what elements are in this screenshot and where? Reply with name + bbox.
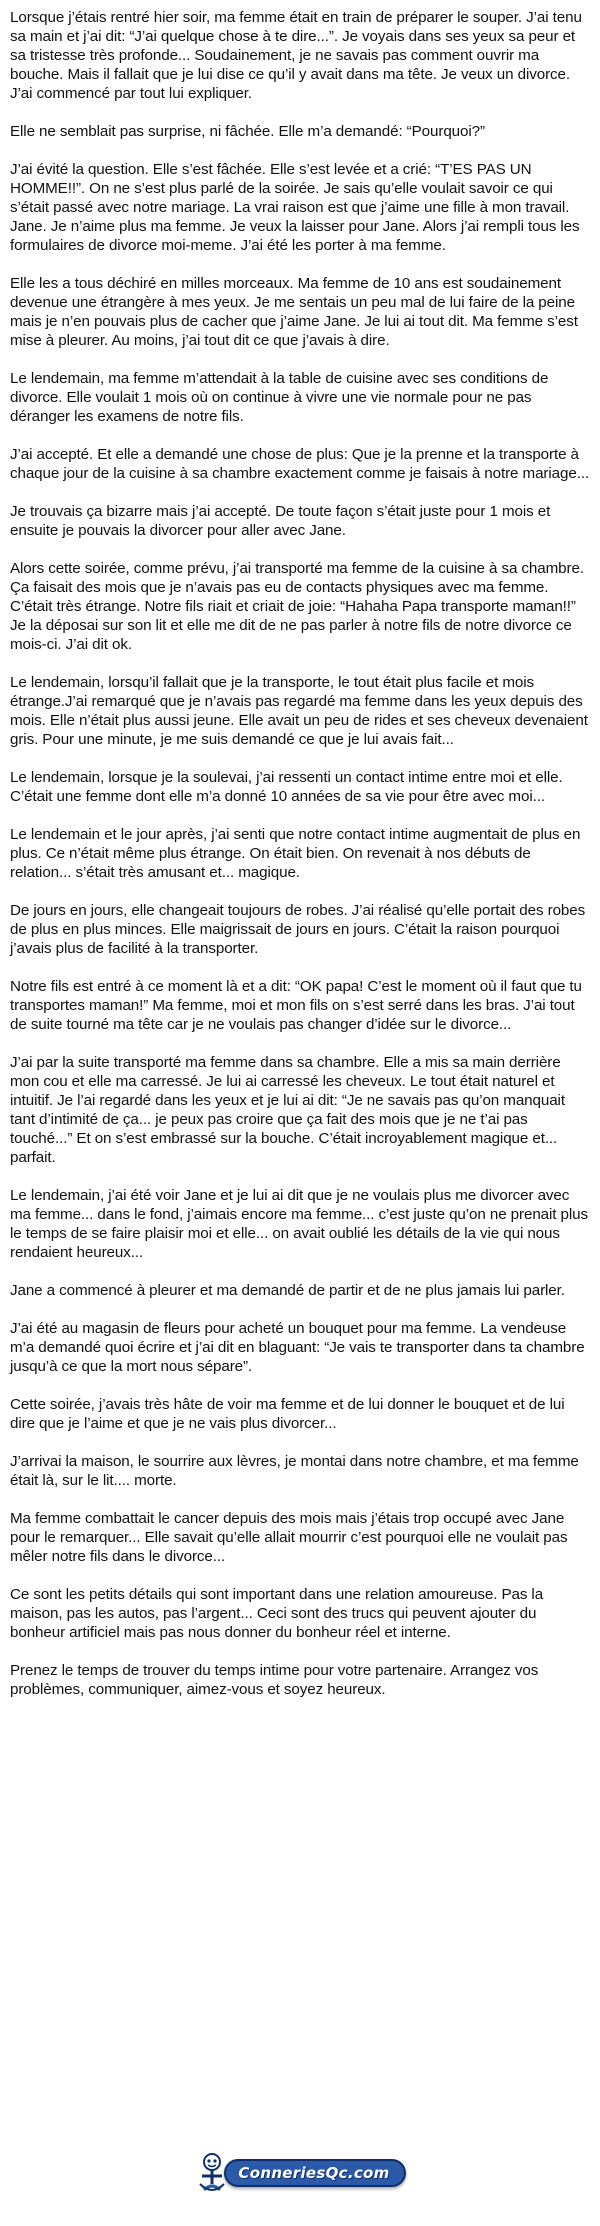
- paragraph-10: Le lendemain, lorsque je la soulevai, j’ai ressenti un contact intime entre moi et elle. C’était une femme dont elle m’a donné 10 années de sa vie pour être avec moi...: [10, 769, 563, 805]
- logo-text: ConneriesQc.com: [224, 2159, 405, 2187]
- mascot-icon: [194, 2150, 230, 2196]
- logo-mark: [194, 2150, 405, 2196]
- paragraph-13: Notre fils est entré à ce moment là et a dit: “OK papa! C’est le moment où il faut que tu transportes maman!” Ma femme, moi et mon fils on s’est serré dans les bras. J’ai tout de suite tourné ma tête car je ne voulais pas changer d’idée sur le divorce...: [10, 978, 582, 1033]
- paragraph-7: Je trouvais ça bizarre mais j’ai accepté. De toute façon s’était juste pour 1 mois et ensuite je pouvais la divorcer pour aller avec Jane.: [10, 503, 551, 539]
- paragraph-20: Ma femme combattait le cancer depuis des mois mais j’étais trop occupé avec Jane pour le remarquer... Elle savait qu’elle allait mourrir c’est pourquoi elle ne voulait pas mêler notre fils dans le divorce...: [10, 1510, 568, 1565]
- paragraph-2: Elle ne semblait pas surprise, ni fâchée. Elle m’a demandé: “Pourquoi?”: [10, 123, 485, 140]
- paragraph-12: De jours en jours, elle changeait toujours de robes. J’ai réalisé qu’elle portait des robes de plus en plus minces. Elle maigrissait de jours en jours. C’était la raison pourquoi j’avais plus de facilité à la transporter.: [10, 902, 586, 957]
- paragraph-21: Ce sont les petits détails qui sont important dans une relation amoureuse. Pas la maison, pas les autos, pas l’argent... Ceci sont des trucs qui peuvent ajouter du bonheur artificiel mais pas nous donner du bonheur réel et interne.: [10, 1586, 544, 1641]
- paragraph-4: Elle les a tous déchiré en milles morceaux. Ma femme de 10 ans est soudainement devenue une étrangère à mes yeux. Je me sentais un peu mal de lui faire de la peine mais je n’en pouvais plus de cacher que j’aime Jane. Je lui ai tout dit. Ma femme s’est mise à pleurer. Au moins, j’ai tout dit ce que j’avais à dire.: [10, 275, 578, 349]
- paragraph-5: Le lendemain, ma femme m’attendait à la table de cuisine avec ses conditions de divorce. Elle voulait 1 mois où on continue à vivre une vie normale pour ne pas déranger les examens de notre fils.: [10, 370, 549, 425]
- paragraph-6: J’ai accepté. Et elle a demandé une chose de plus: Que je la prenne et la transporte à chaque jour de la cuisine à sa chambre exactement comme je faisais à notre mariage...: [10, 446, 590, 482]
- paragraph-9: Le lendemain, lorsqu’il fallait que je la transporte, le tout était plus facile et mois étrange.J’ai remarqué que je n’avais pas regardé ma femme dans les yeux depuis des mois. Elle n’était plus aussi jeune. Elle avait un peu de rides et ses cheveux devenaient gris. Pour une minute, je me suis demandé ce que je lui avais fait...: [10, 674, 588, 748]
- paragraph-1: Lorsque j’étais rentré hier soir, ma femme était en train de préparer le souper. J’ai tenu sa main et j’ai dit: “J’ai quelque chose à te dire...”. Je voyais dans ses yeux sa peur et sa tristesse très profonde... Soudainement, je ne savais pas comment ouvrir ma bouche. Mais il fallait que je lui dise ce qu’il y avait dans ma tête. Je veux un divorce. J’ai commencé par tout lui expliquer.: [10, 9, 582, 102]
- paragraph-11: Le lendemain et le jour après, j’ai senti que notre contact intime augmentait de plus en plus. Ce n’était même plus étrange. On était bien. On revenait à nos débuts de relation... s’était très amusant et... magique.: [10, 826, 581, 881]
- paragraph-19: J’arrivai la maison, le sourrire aux lèvres, je montai dans notre chambre, et ma femme était là, sur le lit.... morte.: [10, 1453, 579, 1489]
- paragraph-17: J’ai été au magasin de fleurs pour acheté un bouquet pour ma femme. La vendeuse m’a demandé quoi écrire et j’ai dit en blaguant: “Je vais te transporter dans ta chambre jusqu’à ce que la mort nous sépare”.: [10, 1320, 585, 1375]
- paragraph-8: Alors cette soirée, comme prévu, j’ai transporté ma femme de la cuisine à sa chambre. Ça faisait des mois que je n’avais pas eu de contacts physiques avec ma femme. C’était très étrange. Notre fils riait et criait de joie: “Hahaha Papa transporte maman!!” Je la déposai sur son lit et elle me dit de ne pas parler à notre fils de notre divorce ce mois-ci. J’ai dit ok.: [10, 560, 584, 653]
- paragraph-22: Prenez le temps de trouver du temps intime pour votre partenaire. Arrangez vos problèmes, communiquer, aimez-vous et soyez heureux.: [10, 1662, 539, 1698]
- paragraph-16: Jane a commencé à pleurer et ma demandé de partir et de ne plus jamais lui parler.: [10, 1282, 565, 1299]
- paragraph-18: Cette soirée, j’avais très hâte de voir ma femme et de lui donner le bouquet et de lui dire que je l’aime et que je ne vais plus divorcer...: [10, 1396, 565, 1432]
- paragraph-3: J’ai évité la question. Elle s’est fâchée. Elle s’est levée et a crié: “T’ES PAS UN HOMME!!”. On ne s’est plus parlé de la soirée. Je sais qu’elle voulait savoir ce qui s’était passé avec notre mariage. La vrai raison est que j’aime une fille à mon travail. Jane. Je n’aime plus ma femme. Je veux la laisser pour Jane. Alors j’ai rempli tous les formulaires de divorce moi-meme. J’ai été les porter à ma femme.: [10, 161, 580, 254]
- site-logo: [0, 2148, 600, 2198]
- paragraph-14: J’ai par la suite transporté ma femme dans sa chambre. Elle a mis sa main derrière mon cou et elle ma carressé. Je lui ai carressé les cheveux. Le tout était naturel et intuitif. Je l’ai regardé dans les yeux et je lui ai dit: “Je ne savais pas qu’on manquait tant d’intimité de ça... je peux pas croire que ça fait des mois que je ne t’ai pas touché...” Et on s’est embrassé sur la bouche. C’était incroyablement magique et... parfait.: [10, 1054, 565, 1166]
- paragraph-15: Le lendemain, j’ai été voir Jane et je lui ai dit que je ne voulais plus me divorcer avec ma femme... dans le fond, j’aimais encore ma femme... c’est juste qu’on ne prenait plus le temps de se faire plaisir moi et elle... on avait oublié les détails de la vie qui nous rendaient heureux...: [10, 1187, 588, 1261]
